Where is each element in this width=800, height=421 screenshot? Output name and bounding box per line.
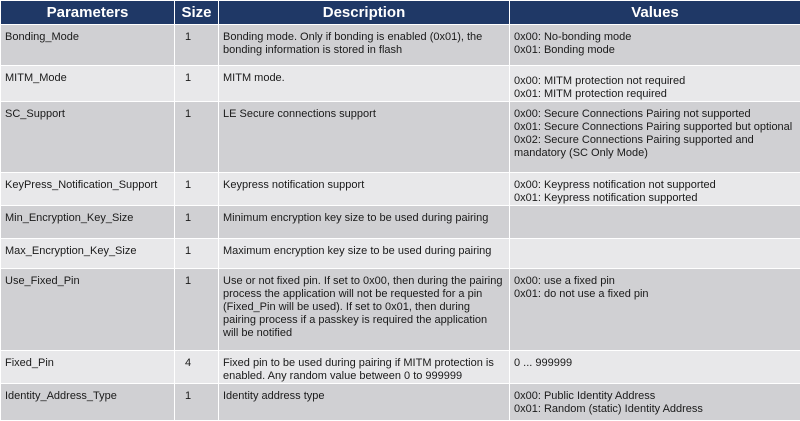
header-description: Description — [219, 1, 510, 25]
value-line: 0x00: Secure Connections Pairing not supported — [514, 108, 796, 121]
table-row — [1, 25, 800, 66]
table-row — [1, 351, 800, 384]
param-name: Bonding_Mode — [1, 25, 175, 66]
param-name: Identity_Address_Type — [1, 384, 175, 421]
param-description: Minimum encryption key size to be used during pairing — [219, 206, 510, 239]
param-size: 1 — [175, 173, 219, 206]
param-description: Identity address type — [219, 384, 510, 421]
table-header — [1, 1, 800, 25]
param-name: Max_Encryption_Key_Size — [1, 239, 175, 269]
header-values: Values — [510, 1, 800, 25]
header-parameters: Parameters — [1, 1, 175, 25]
param-values — [510, 239, 800, 269]
param-size: 1 — [175, 239, 219, 269]
param-values — [510, 269, 800, 351]
param-values — [510, 66, 800, 102]
table-row — [1, 102, 800, 173]
value-line: 0x00: use a fixed pin — [514, 275, 796, 288]
header-size: Size — [175, 1, 219, 25]
param-size: 1 — [175, 102, 219, 173]
table-row — [1, 206, 800, 239]
param-name: SC_Support — [1, 102, 175, 173]
value-line: 0x01: Random (static) Identity Address — [514, 403, 796, 416]
value-line: 0x02: Secure Connections Pairing supported and mandatory (SC Only Mode) — [514, 134, 796, 160]
param-size: 4 — [175, 351, 219, 384]
value-line: 0x00: No-bonding mode — [514, 31, 796, 44]
param-name: Min_Encryption_Key_Size — [1, 206, 175, 239]
param-name: Fixed_Pin — [1, 351, 175, 384]
value-line: 0x01: do not use a fixed pin — [514, 288, 796, 301]
value-line: 0x01: MITM protection required — [514, 88, 796, 101]
param-values — [510, 173, 800, 206]
value-line: 0 ... 999999 — [514, 357, 796, 370]
param-description: LE Secure connections support — [219, 102, 510, 173]
param-name: KeyPress_Notification_Support — [1, 173, 175, 206]
param-size: 1 — [175, 25, 219, 66]
table-body — [1, 25, 800, 421]
param-values — [510, 351, 800, 384]
param-description: Bonding mode. Only if bonding is enabled (0x01), the bonding information is stored in flash — [219, 25, 510, 66]
param-size: 1 — [175, 384, 219, 421]
param-values — [510, 102, 800, 173]
value-line: 0x01: Secure Connections Pairing supported but optional — [514, 121, 796, 134]
param-description: Use or not fixed pin. If set to 0x00, then during the pairing process the application will not be requested for a pin (Fixed_Pin will be used). If set to 0x01, then during pairing process if a passkey is required the application will be notified — [219, 269, 510, 351]
param-values — [510, 25, 800, 66]
value-line: 0x01: Keypress notification supported — [514, 192, 796, 205]
param-description: Fixed pin to be used during pairing if MITM protection is enabled. Any random value between 0 to 999999 — [219, 351, 510, 384]
param-size: 1 — [175, 269, 219, 351]
param-description: Maximum encryption key size to be used during pairing — [219, 239, 510, 269]
param-description: MITM mode. — [219, 66, 510, 102]
param-description: Keypress notification support — [219, 173, 510, 206]
param-name: Use_Fixed_Pin — [1, 269, 175, 351]
value-line: 0x00: Keypress notification not supported — [514, 179, 796, 192]
table-row — [1, 173, 800, 206]
value-line: 0x01: Bonding mode — [514, 44, 796, 57]
table-row — [1, 239, 800, 269]
table-row — [1, 384, 800, 421]
table-row — [1, 269, 800, 351]
table-row — [1, 66, 800, 102]
param-size: 1 — [175, 206, 219, 239]
value-line: 0x00: Public Identity Address — [514, 390, 796, 403]
value-line: 0x00: MITM protection not required — [514, 75, 796, 88]
param-values — [510, 384, 800, 421]
param-size: 1 — [175, 66, 219, 102]
param-name: MITM_Mode — [1, 66, 175, 102]
param-values — [510, 206, 800, 239]
header-row — [1, 1, 800, 25]
